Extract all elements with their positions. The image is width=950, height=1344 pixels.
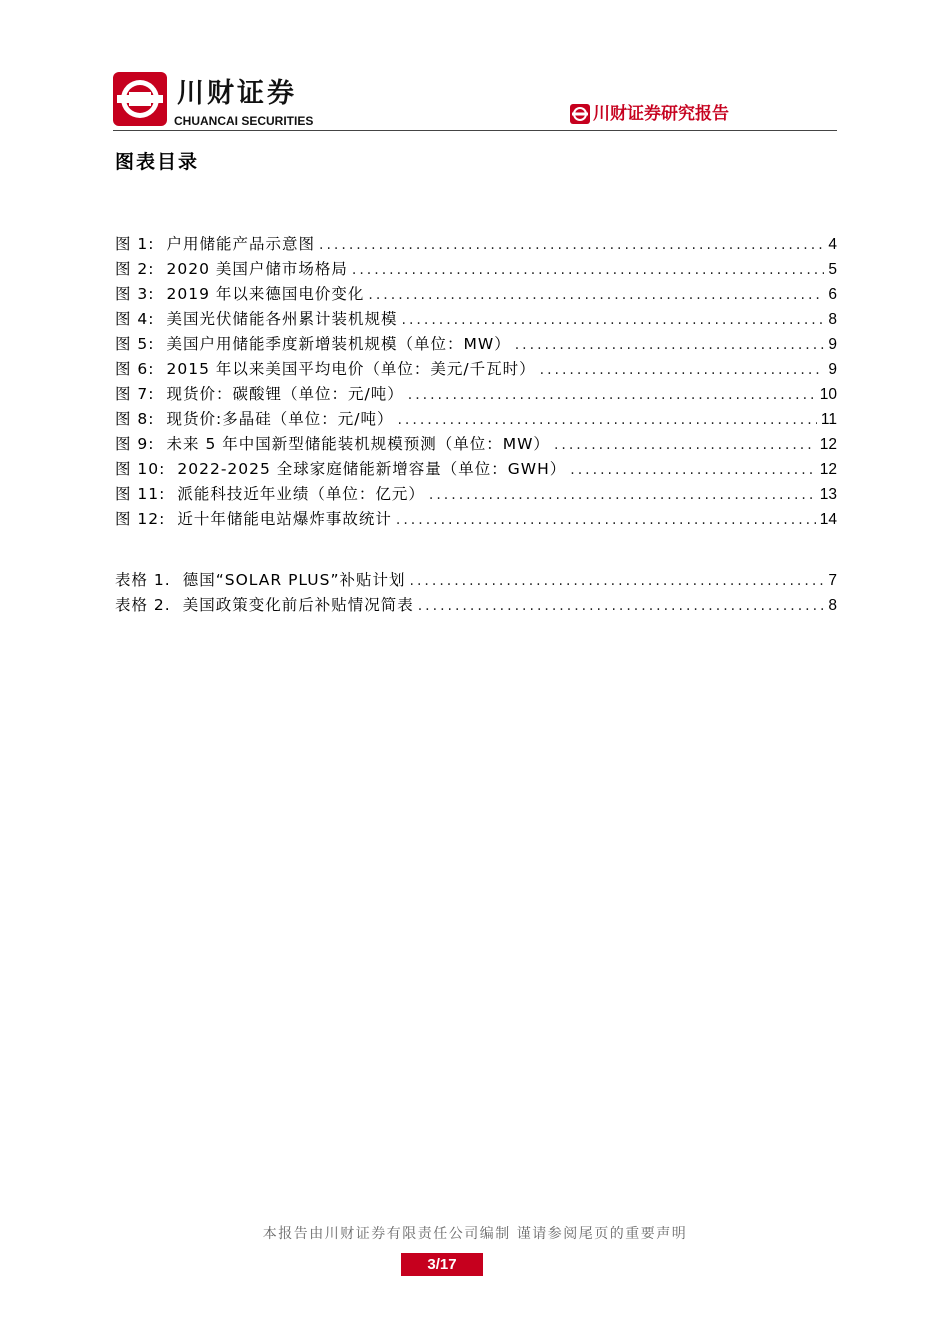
entry-title[interactable]: 户用储能产品示意图 xyxy=(166,235,316,253)
toc-entry[interactable] xyxy=(115,407,837,432)
toc-entry[interactable] xyxy=(115,432,837,457)
entry-label: 图 10: xyxy=(115,460,166,478)
entry-page[interactable]: 6 xyxy=(828,286,837,303)
entry-page[interactable]: 13 xyxy=(819,486,837,503)
dot-leader xyxy=(368,283,824,308)
dot-leader xyxy=(515,333,825,358)
page-number: 3/17 xyxy=(401,1253,483,1276)
dot-leader xyxy=(410,569,825,594)
report-tag-text: 川财证券研究报告 xyxy=(593,104,729,124)
entry-page[interactable]: 9 xyxy=(828,336,837,353)
entry-page[interactable]: 8 xyxy=(828,597,837,614)
page-header xyxy=(113,70,837,132)
entry-page[interactable]: 10 xyxy=(819,386,837,403)
dot-leader xyxy=(396,508,816,533)
entry-page[interactable]: 11 xyxy=(820,411,837,428)
dot-leader xyxy=(570,458,815,483)
entry-page[interactable]: 7 xyxy=(828,572,837,589)
entry-title[interactable]: 近十年储能电站爆炸事故统计 xyxy=(177,510,392,528)
toc-entry[interactable] xyxy=(115,282,837,307)
entry-title[interactable]: 2019 年以来德国电价变化 xyxy=(166,285,365,303)
dot-leader xyxy=(408,383,816,408)
toc-title: 图表目录 xyxy=(115,151,200,173)
entry-label: 表格 1. xyxy=(115,571,171,589)
entry-label: 图 12: xyxy=(115,510,166,528)
figure-list xyxy=(115,232,837,532)
table-list xyxy=(115,568,837,618)
dot-leader xyxy=(540,358,825,383)
toc-entry[interactable] xyxy=(115,507,837,532)
entry-title[interactable]: 美国户用储能季度新增装机规模（单位：MW） xyxy=(166,335,511,353)
entry-label: 图 2: xyxy=(115,260,155,278)
entry-title[interactable]: 美国政策变化前后补贴情况简表 xyxy=(182,596,414,614)
dot-leader xyxy=(418,594,825,619)
dot-leader xyxy=(319,233,824,258)
header-divider xyxy=(113,130,837,131)
entry-label: 图 6: xyxy=(115,360,155,378)
entry-label: 图 1: xyxy=(115,235,155,253)
toc-entry[interactable] xyxy=(115,332,837,357)
entry-page[interactable]: 14 xyxy=(819,511,837,528)
entry-page[interactable]: 12 xyxy=(819,461,837,478)
footer-disclaimer: 本报告由川财证券有限责任公司编制 谨请参阅尾页的重要声明 xyxy=(262,1226,688,1242)
brand-name-cn: 川财证券 xyxy=(177,78,297,109)
entry-page[interactable]: 5 xyxy=(828,261,837,278)
entry-title[interactable]: 现货价:多晶硅（单位：元/吨） xyxy=(166,410,394,428)
entry-title[interactable]: 派能科技近年业绩（单位：亿元） xyxy=(177,485,425,503)
entry-page[interactable]: 8 xyxy=(828,311,837,328)
entry-page[interactable]: 12 xyxy=(819,436,837,453)
toc-entry[interactable] xyxy=(115,593,837,618)
entry-label: 图 5: xyxy=(115,335,155,353)
entry-label: 图 4: xyxy=(115,310,155,328)
dot-leader xyxy=(402,308,825,333)
toc-entry[interactable] xyxy=(115,307,837,332)
entry-label: 表格 2. xyxy=(115,596,171,614)
report-tag xyxy=(570,104,729,124)
toc-entry[interactable] xyxy=(115,357,837,382)
entry-title[interactable]: 2020 美国户储市场格局 xyxy=(166,260,348,278)
report-logo-icon xyxy=(570,104,590,124)
entry-title[interactable]: 德国“SOLAR PLUS”补贴计划 xyxy=(182,571,406,589)
entry-page[interactable]: 4 xyxy=(828,236,837,253)
toc-entry[interactable] xyxy=(115,257,837,282)
toc-entry[interactable] xyxy=(115,382,837,407)
entry-label: 图 11: xyxy=(115,485,166,503)
entry-label: 图 3: xyxy=(115,285,155,303)
entry-title[interactable]: 2015 年以来美国平均电价（单位：美元/千瓦时） xyxy=(166,360,536,378)
entry-title[interactable]: 现货价：碳酸锂（单位：元/吨） xyxy=(166,385,404,403)
toc-entry[interactable] xyxy=(115,568,837,593)
toc-entry[interactable] xyxy=(115,482,837,507)
entry-label: 图 7: xyxy=(115,385,155,403)
entry-label: 图 9: xyxy=(115,435,155,453)
dot-leader xyxy=(352,258,824,283)
toc-entry[interactable] xyxy=(115,457,837,482)
entry-page[interactable]: 9 xyxy=(828,361,837,378)
dot-leader xyxy=(397,408,816,433)
entry-title[interactable]: 未来 5 年中国新型储能装机规模预测（单位：MW） xyxy=(166,435,550,453)
dot-leader xyxy=(554,433,816,458)
chuancai-logo-icon xyxy=(113,72,167,126)
dot-leader xyxy=(429,483,816,508)
brand-name-en: CHUANCAI SECURITIES xyxy=(174,114,314,128)
entry-title[interactable]: 2022-2025 全球家庭储能新增容量（单位：GWH） xyxy=(177,460,567,478)
entry-title[interactable]: 美国光伏储能各州累计装机规模 xyxy=(166,310,398,328)
entry-label: 图 8: xyxy=(115,410,155,428)
toc-entry[interactable] xyxy=(115,232,837,257)
